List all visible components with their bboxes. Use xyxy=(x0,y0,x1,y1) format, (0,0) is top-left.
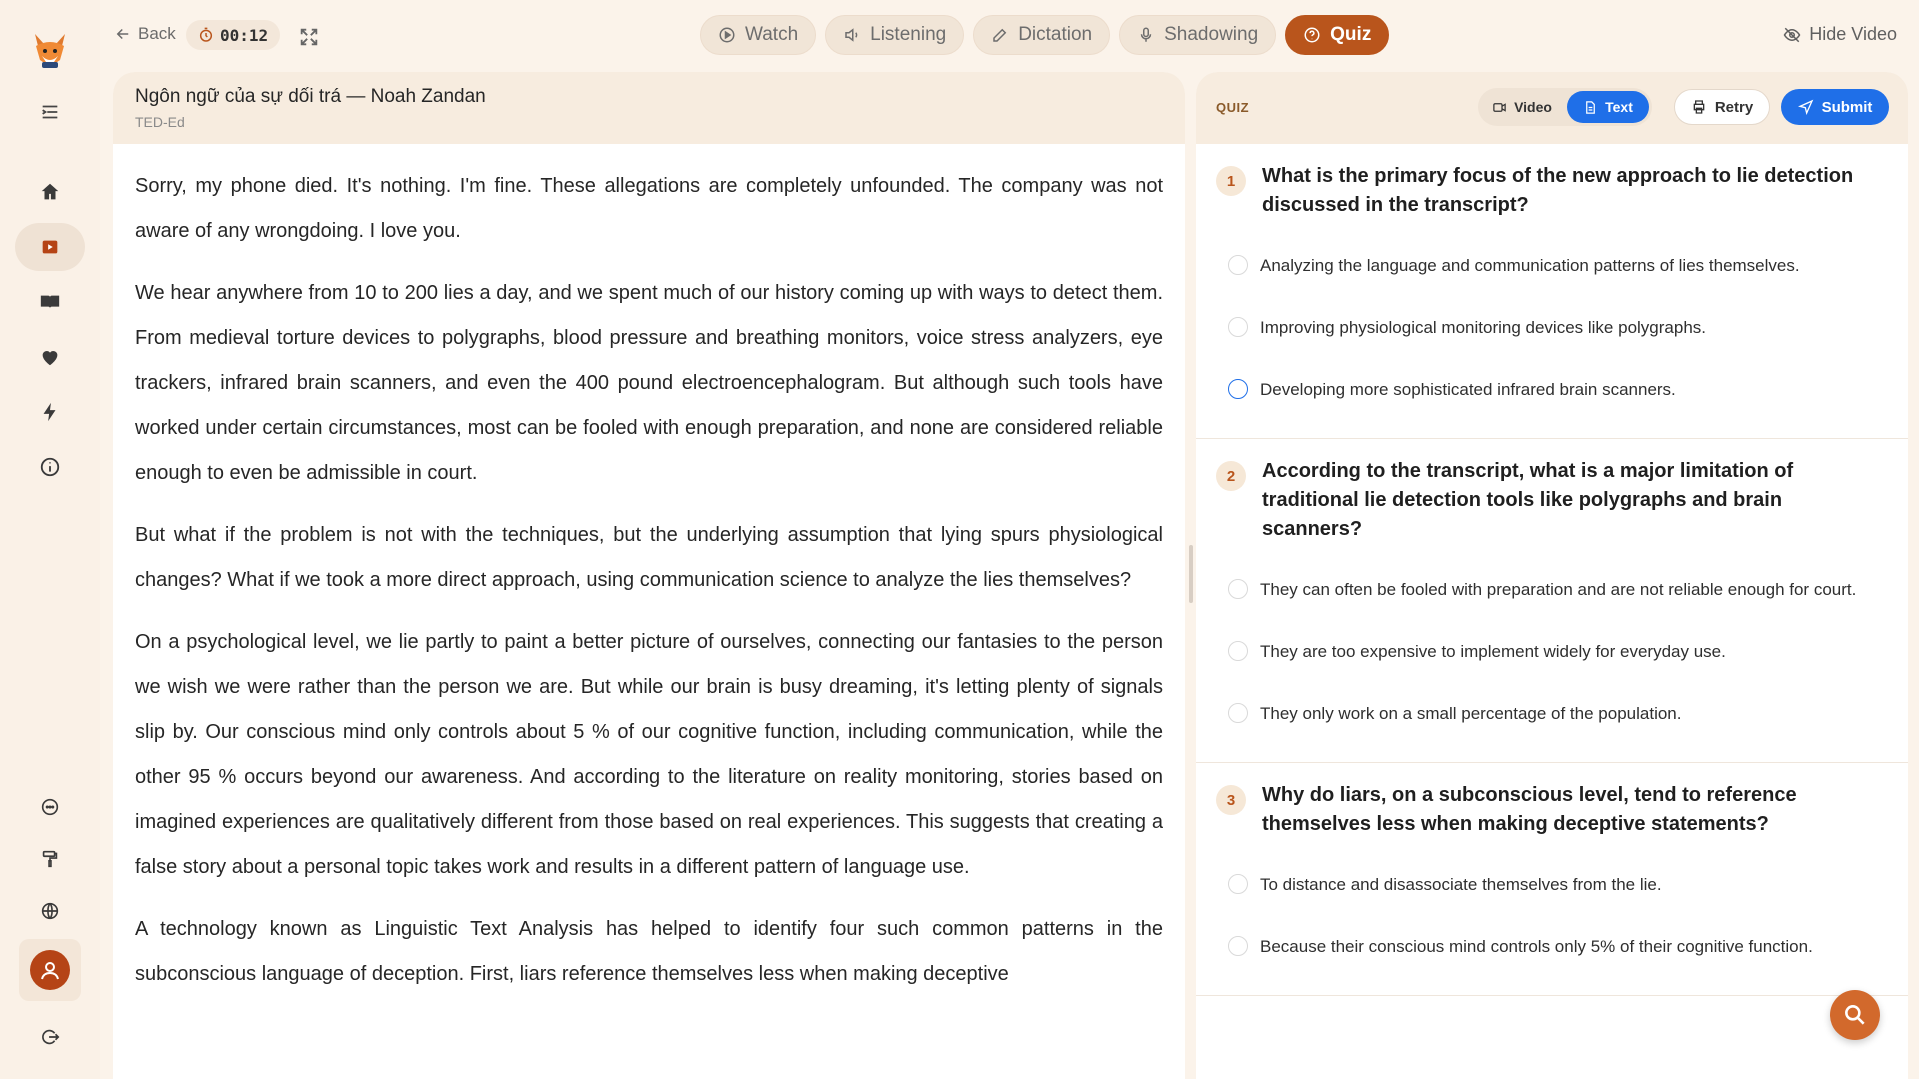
transcript-body[interactable] xyxy=(113,144,1185,997)
answer-option[interactable] xyxy=(1216,620,1884,682)
tab-label: Dictation xyxy=(1018,24,1093,45)
heart-icon xyxy=(39,346,61,368)
fox-logo-icon[interactable] xyxy=(30,30,70,70)
sidebar-item-videos[interactable] xyxy=(15,223,85,271)
left-sidebar xyxy=(0,0,100,1079)
tab-dictation[interactable] xyxy=(973,15,1110,55)
camera-icon xyxy=(1492,100,1507,115)
arrow-left-icon xyxy=(114,25,132,43)
sidebar-item-language[interactable] xyxy=(15,887,85,935)
panel-resize-handle[interactable] xyxy=(1189,545,1193,603)
hide-video-button[interactable] xyxy=(1783,24,1897,45)
option-text: Analyzing the language and communication patterns of lies themselves. xyxy=(1260,255,1800,275)
sidebar-item-flash[interactable] xyxy=(15,388,85,436)
question-number: 3 xyxy=(1216,785,1246,815)
video-view-button[interactable] xyxy=(1481,91,1563,123)
transcript-paragraph: We hear anywhere from 10 to 200 lies a day, and we spent much of our history coming up with ways to detect them. From medieval torture devices to polygraphs, blood pressure and breathing monitors, voice stress analyzers, eye trackers, infrared brain scanners, and even the 400 pound electroencephalogram. But although such tools have worked under certain circumstances, most can be fooled with enough preparation, and none are considered reliable enough to even be admissible in court. xyxy=(135,282,1163,484)
timer-value: 00:12 xyxy=(220,25,269,45)
sidebar-item-library[interactable] xyxy=(15,278,85,326)
answer-option[interactable] xyxy=(1216,558,1884,620)
info-icon xyxy=(39,456,61,478)
quiz-panel xyxy=(1196,72,1908,1079)
avatar xyxy=(30,950,70,990)
sidebar-item-favorites[interactable] xyxy=(15,333,85,381)
transcript-header xyxy=(113,72,1185,144)
home-icon xyxy=(39,181,61,203)
quiz-header xyxy=(1196,72,1908,144)
answer-option[interactable] xyxy=(1216,682,1884,744)
sidebar-item-home[interactable] xyxy=(15,168,85,216)
tab-watch[interactable] xyxy=(700,15,816,55)
logout-icon xyxy=(39,1026,61,1048)
radio-button[interactable] xyxy=(1228,874,1248,894)
document-icon xyxy=(1583,100,1598,115)
option-text: They only work on a small percentage of the population. xyxy=(1260,703,1682,723)
question-number: 1 xyxy=(1216,166,1246,196)
sidebar-item-info[interactable] xyxy=(15,443,85,491)
hide-video-label: Hide Video xyxy=(1809,24,1897,44)
submit-button[interactable] xyxy=(1781,89,1889,125)
play-circle-icon xyxy=(718,26,736,44)
question-text: According to the transcript, what is a major limitation of traditional lie detection tools like polygraphs and brain scanners? xyxy=(1262,460,1794,540)
view-toggle xyxy=(1478,88,1652,126)
radio-button[interactable] xyxy=(1228,379,1248,399)
back-label: Back xyxy=(138,24,176,43)
option-text: Improving physiological monitoring devices like polygraphs. xyxy=(1260,317,1707,337)
paint-roller-icon xyxy=(39,848,61,870)
radio-button[interactable] xyxy=(1228,703,1248,723)
transcript-paragraph: On a psychological level, we lie partly to paint a better picture of ourselves, connecting our fantasies to the person we wish we were rather than the person we are. But while our brain is busy dreaming, it's letting plenty of signals slip by. Our conscious mind only controls about 5 % of our cognitive function, including communication, while the other 95 % occurs beyond our awareness. And according to the literature on reality monitoring, stories based on imagined experiences are qualitatively different from those based on real experiences. This suggests that creating a false story about a personal topic takes work and results in a different pattern of language use. xyxy=(135,631,1163,878)
question-card xyxy=(1196,439,1908,763)
radio-button[interactable] xyxy=(1228,936,1248,956)
question-circle-icon xyxy=(1303,26,1321,44)
question-card xyxy=(1196,144,1908,439)
pencil-icon xyxy=(991,26,1009,44)
quiz-label: QUIZ xyxy=(1216,100,1250,115)
speaker-icon xyxy=(843,26,861,44)
transcript-paragraph: Sorry, my phone died. It's nothing. I'm fine. These allegations are completely unfounded. The company was not aware of any wrongdoing. I love you. xyxy=(135,175,1163,242)
chat-icon xyxy=(39,796,61,818)
tab-label: Quiz xyxy=(1330,24,1372,45)
question-card xyxy=(1196,763,1908,996)
tab-listening[interactable] xyxy=(825,15,964,55)
retry-label: Retry xyxy=(1714,98,1754,116)
search-icon xyxy=(1842,1002,1868,1028)
tab-shadowing[interactable] xyxy=(1119,15,1276,55)
menu-toggle-icon[interactable] xyxy=(15,88,85,136)
lightning-icon xyxy=(39,401,61,423)
transcript-paragraph: A technology known as Linguistic Text Analysis has helped to identify four such common patterns in the subconscious language of deception. First, liars reference themselves less when making deceptive xyxy=(135,918,1163,985)
back-button[interactable] xyxy=(114,24,176,44)
user-icon xyxy=(38,958,62,982)
question-text: What is the primary focus of the new approach to lie detection discussed in the transcript? xyxy=(1262,165,1854,216)
answer-option[interactable] xyxy=(1216,853,1884,915)
fullscreen-button[interactable] xyxy=(298,26,320,53)
radio-button[interactable] xyxy=(1228,317,1248,337)
submit-label: Submit xyxy=(1821,98,1873,116)
tab-label: Listening xyxy=(870,24,947,45)
option-text: To distance and disassociate themselves from the lie. xyxy=(1260,874,1662,894)
radio-button[interactable] xyxy=(1228,579,1248,599)
text-view-label: Text xyxy=(1605,99,1633,115)
radio-button[interactable] xyxy=(1228,255,1248,275)
answer-option[interactable] xyxy=(1216,358,1884,420)
retry-button[interactable] xyxy=(1674,89,1770,125)
tab-label: Watch xyxy=(745,24,799,45)
tab-label: Shadowing xyxy=(1164,24,1259,45)
timer-badge xyxy=(186,20,280,50)
answer-option[interactable] xyxy=(1216,915,1884,977)
text-view-button[interactable] xyxy=(1567,91,1649,123)
question-number: 2 xyxy=(1216,461,1246,491)
book-icon xyxy=(39,291,61,313)
video-view-label: Video xyxy=(1514,99,1552,115)
option-text: They can often be fooled with preparation and are not reliable enough for court. xyxy=(1260,579,1857,599)
expand-icon xyxy=(298,26,320,48)
sidebar-item-profile[interactable] xyxy=(19,939,81,1001)
globe-icon xyxy=(39,900,61,922)
option-text: Because their conscious mind controls only 5% of their cognitive function. xyxy=(1260,936,1813,956)
sidebar-item-chat[interactable] xyxy=(15,783,85,831)
answer-option[interactable] xyxy=(1216,234,1884,296)
mode-tabs xyxy=(700,15,1389,55)
microphone-icon xyxy=(1137,26,1155,44)
option-text: They are too expensive to implement widely for everyday use. xyxy=(1260,641,1726,661)
printer-icon xyxy=(1691,99,1707,115)
stopwatch-icon xyxy=(198,27,214,43)
answer-option[interactable] xyxy=(1216,296,1884,358)
top-bar xyxy=(100,0,1919,70)
video-title: Ngôn ngữ của sự dối trá — Noah Zandan xyxy=(135,86,486,107)
eye-off-icon xyxy=(1783,26,1801,44)
send-icon xyxy=(1798,99,1814,115)
option-text: Developing more sophisticated infrared brain scanners. xyxy=(1260,379,1676,399)
video-source: TED-Ed xyxy=(135,114,185,130)
radio-button[interactable] xyxy=(1228,641,1248,661)
transcript-paragraph: But what if the problem is not with the techniques, but the underlying assumption that lying spurs physiological changes? What if we took a more direct approach, using communication science to analyze the lies themselves? xyxy=(135,524,1163,591)
tab-quiz[interactable] xyxy=(1285,15,1389,55)
search-button[interactable] xyxy=(1830,990,1880,1040)
sidebar-item-theme[interactable] xyxy=(15,835,85,883)
sidebar-item-logout[interactable] xyxy=(15,1013,85,1061)
question-text: Why do liars, on a subconscious level, tend to reference themselves less when making deceptive statements? xyxy=(1262,784,1797,835)
video-icon xyxy=(39,236,61,258)
transcript-panel xyxy=(113,72,1185,1079)
